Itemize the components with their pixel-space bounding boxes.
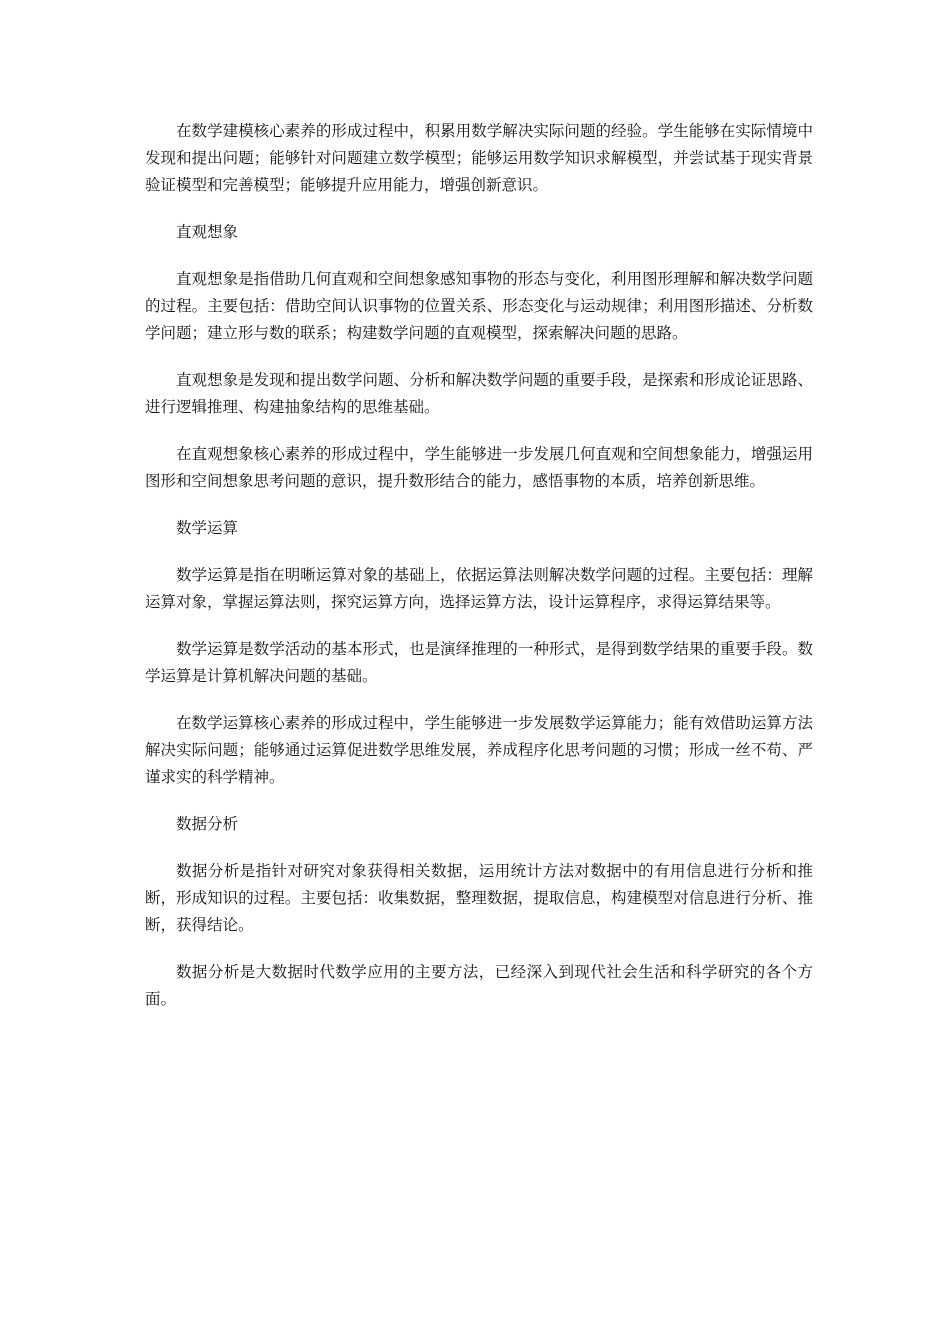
paragraph-intuitive-formation: 在直观想象核心素养的形成过程中，学生能够进一步发展几何直观和空间想象能力，增强运用图形和空间想象思考问题的意识，提升数形结合的能力，感悟事物的本质，培养创新思维。 <box>145 445 813 490</box>
paragraph-intuitive-role: 直观想象是发现和提出数学问题、分析和解决数学问题的重要手段，是探索和形成论证思路、进行逻辑推理、构建抽象结构的思维基础。 <box>145 371 813 416</box>
paragraph-data-role: 数据分析是大数据时代数学应用的主要方法，已经深入到现代社会生活和科学研究的各个方面。 <box>145 963 813 1008</box>
paragraph-operation-definition: 数学运算是指在明晰运算对象的基础上，依据运算法则解决数学问题的过程。主要包括：理解运算对象，掌握运算法则，探究运算方向，选择运算方法，设计运算程序，求得运算结果等。 <box>145 566 813 611</box>
document-body <box>145 118 813 1033</box>
paragraph-operation-formation: 在数学运算核心素养的形成过程中，学生能够进一步发展数学运算能力；能有效借助运算方法解决实际问题；能够通过运算促进数学思维发展，养成程序化思考问题的习惯；形成一丝不苟、严谨求实的科学精神。 <box>145 714 813 786</box>
paragraph-modeling-formation: 在数学建模核心素养的形成过程中，积累用数学解决实际问题的经验。学生能够在实际情境中发现和提出问题；能够针对问题建立数学模型；能够运用数学知识求解模型，并尝试基于现实背景验证模型和完善模型；能够提升应用能力，增强创新意识。 <box>145 122 813 194</box>
section-heading-intuitive-imagination: 直观想象 <box>176 223 239 241</box>
paragraph-operation-role: 数学运算是数学活动的基本形式，也是演绎推理的一种形式，是得到数学结果的重要手段。数学运算是计算机解决问题的基础。 <box>145 640 813 685</box>
paragraph-data-definition: 数据分析是指针对研究对象获得相关数据，运用统计方法对数据中的有用信息进行分析和推断，形成知识的过程。主要包括：收集数据，整理数据，提取信息，构建模型对信息进行分析、推断，获得结论。 <box>145 862 813 934</box>
section-heading-data-analysis: 数据分析 <box>176 815 239 833</box>
section-heading-math-operation: 数学运算 <box>176 519 239 537</box>
paragraph-intuitive-definition: 直观想象是指借助几何直观和空间想象感知事物的形态与变化，利用图形理解和解决数学问题的过程。主要包括：借助空间认识事物的位置关系、形态变化与运动规律；利用图形描述、分析数学问题；建立形与数的联系；构建数学问题的直观模型，探索解决问题的思路。 <box>145 270 813 342</box>
